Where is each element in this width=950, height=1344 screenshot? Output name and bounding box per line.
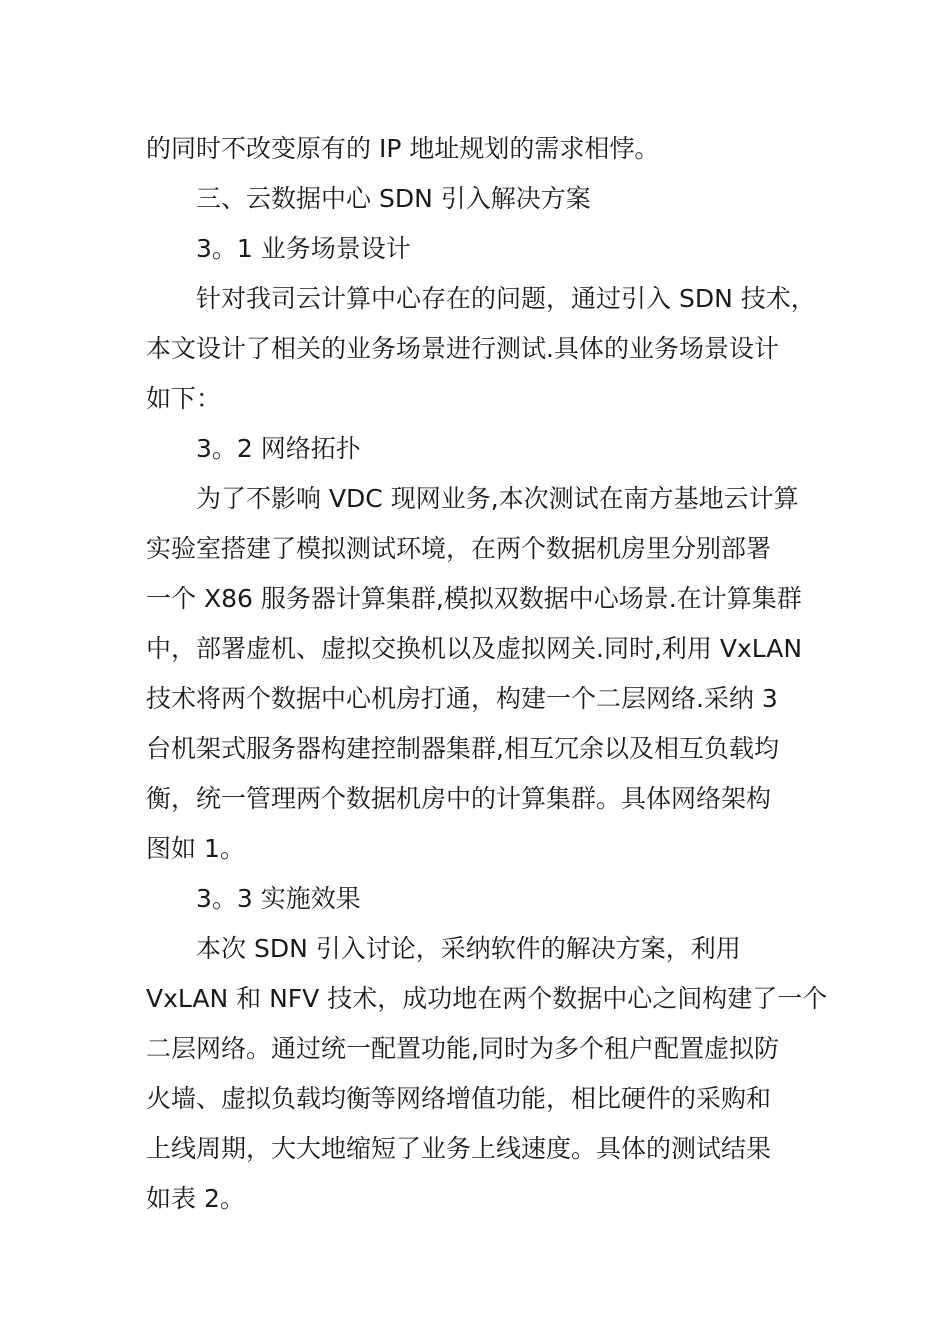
text-line: 的同时不改变原有的 IP 地址规划的需求相悖。 [146,134,660,163]
text-line: 中，部署虚机、虚拟交换机以及虚拟网关.同时,利用 VxLAN [146,634,803,663]
text-line: 为了不影响 VDC 现网业务,本次测试在南方基地云计算 [196,484,799,513]
document-body [146,124,828,1224]
text-line: 上线周期，大大地缩短了业务上线速度。具体的测试结果 [146,1134,772,1163]
paragraph-scenario [146,274,816,424]
text-line: 图如 1。 [146,834,245,863]
paragraph-topology [146,474,810,874]
subsection-heading-3-2 [146,424,810,474]
text-line: 如下： [146,384,222,413]
text-line: 火墙、虚拟负载均衡等网络增值功能，相比硬件的采购和 [146,1084,772,1113]
heading-text: 3。3 实施效果 [196,884,361,913]
text-line: 衡，统一管理两个数据机房中的计算集群。具体网络架构 [146,784,772,813]
heading-text: 3。1 业务场景设计 [196,234,411,263]
text-line: 本次 SDN 引入讨论，采纳软件的解决方案，利用 [196,934,741,963]
text-line: 二层网络。通过统一配置功能,同时为多个租户配置虚拟防 [146,1034,779,1063]
text-line: 台机架式服务器构建控制器集群,相互冗余以及相互负载均 [146,734,779,763]
text-line: 技术将两个数据中心机房打通，构建一个二层网络.采纳 3 [146,684,778,713]
text-line: VxLAN 和 NFV 技术，成功地在两个数据中心之间构建了一个 [146,984,828,1013]
text-line: 如表 2。 [146,1184,245,1213]
text-line: 一个 X86 服务器计算集群,模拟双数据中心场景.在计算集群 [146,584,802,613]
section-heading [146,174,810,224]
heading-text: 三、云数据中心 SDN 引入解决方案 [196,184,591,213]
heading-text: 3。2 网络拓扑 [196,434,361,463]
text-line: 针对我司云计算中心存在的问题，通过引入 SDN 技术， [196,284,816,313]
paragraph-results [146,924,828,1224]
paragraph-continuation [146,124,810,174]
text-line: 实验室搭建了模拟测试环境，在两个数据机房里分别部署 [146,534,772,563]
subsection-heading-3-3 [146,874,810,924]
text-line: 本文设计了相关的业务场景进行测试.具体的业务场景设计 [146,334,779,363]
subsection-heading-3-1 [146,224,810,274]
